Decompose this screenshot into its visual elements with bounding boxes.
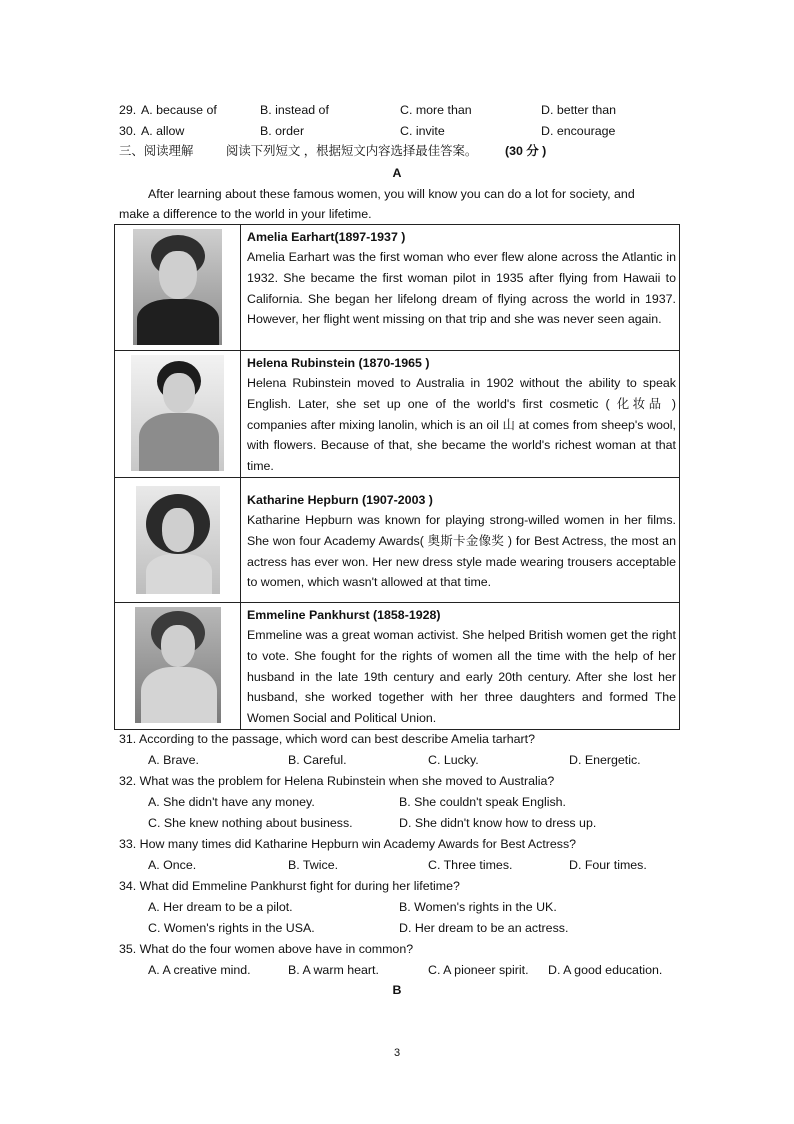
passage-b-letter: B: [392, 983, 402, 997]
option-c: C. Three times.: [428, 858, 513, 872]
option-c: C. Lucky.: [428, 753, 479, 767]
option-b: B. She couldn't speak English.: [399, 795, 566, 809]
passage-a-letter: A: [392, 166, 402, 180]
bio-text-cell: [241, 351, 680, 478]
woman-name: Amelia Earhart(1897-1937 ): [247, 230, 406, 244]
bio-text-cell: [241, 477, 680, 602]
woman-bio: Helena Rubinstein moved to Australia in 1902 without the ability to speak English. Later, she set up one of the world's first cosmetic ( 化妆品 ) companies after mixing lanolin, which is an oil 山 at comes from sheep's wool, with flowers. Because of that, she became the world's richest woman at that time.: [247, 376, 676, 474]
bio-text-cell: [241, 602, 680, 729]
question-number: 29.: [119, 103, 137, 117]
option-d: D. A good education.: [548, 963, 663, 977]
option-d: D. Her dream to be an actress.: [399, 921, 569, 935]
option-d: D. Four times.: [569, 858, 647, 872]
photo-cell: [115, 225, 241, 351]
option-b: B. A warm heart.: [288, 963, 379, 977]
question-number: 30.: [119, 124, 137, 138]
option-a: A. Her dream to be a pilot.: [148, 900, 293, 914]
option-c: C. more than: [400, 103, 472, 117]
portrait-helena-rubinstein: [131, 355, 224, 471]
portrait-emmeline-pankhurst: [135, 607, 221, 723]
woman-name: Katharine Hepburn (1907-2003 ): [247, 492, 433, 507]
option-c: C. Women's rights in the USA.: [148, 921, 315, 935]
option-c: C. A pioneer spirit.: [428, 963, 529, 977]
passage-a-intro-line2: make a difference to the world in your lifetime.: [119, 207, 372, 221]
woman-name: Emmeline Pankhurst (1858-1928): [247, 607, 441, 622]
option-d: D. better than: [541, 103, 617, 117]
passage-a-intro-line1: After learning about these famous women, you will know you can do a lot for society, and: [148, 187, 635, 201]
question-31-stem: 31. According to the passage, which word can best describe Amelia tarhart?: [119, 732, 536, 746]
table-row: [115, 477, 680, 602]
option-b: B. order: [260, 124, 305, 138]
option-d: D. encourage: [541, 124, 616, 138]
question-33-stem: 33. How many times did Katharine Hepburn win Academy Awards for Best Actress?: [119, 837, 577, 851]
option-b: B. Women's rights in the UK.: [399, 900, 557, 914]
option-b: B. Careful.: [288, 753, 347, 767]
page-number: 3: [393, 1047, 401, 1059]
option-a: A. Brave.: [148, 753, 199, 767]
table-row: [115, 602, 680, 729]
section-instruction: 阅读下列短文 ，根据短文内容选择最佳答案。: [226, 144, 478, 158]
woman-bio: Amelia Earhart was the first woman who ever flew alone across the Atlantic in 1932. She became the first woman pilot in 1935 after flying from Hawaii to California. She began her lifelong dream of flying across the world in 1937. However, her flight went missing on that trip and she was never seen again.: [247, 250, 676, 327]
option-c: C. She knew nothing about business.: [148, 816, 353, 830]
women-biography-table: [114, 224, 680, 730]
portrait-amelia-earhart: [133, 229, 222, 345]
table-row: [115, 225, 680, 351]
option-b: B. Twice.: [288, 858, 339, 872]
option-a: A. because of: [141, 103, 217, 117]
woman-name: Helena Rubinstein (1870-1965 ): [247, 356, 430, 370]
question-35-stem: 35. What do the four women above have in common?: [119, 942, 414, 956]
woman-bio: Katharine Hepburn was known for playing strong-willed women in her films. She won four Academy Awards( 奥斯卡金像奖 ) for Best Actress, the most an actress has ever won. Her new dress style made wearing trousers acceptable to women, which wasn't allowed at that time.: [247, 512, 676, 590]
option-a: A. A creative mind.: [148, 963, 251, 977]
bio-text-cell: [241, 225, 680, 351]
question-32-stem: 32. What was the problem for Helena Rubinstein when she moved to Australia?: [119, 774, 555, 788]
table-row: [115, 351, 680, 478]
option-d: D. She didn't know how to dress up.: [399, 816, 597, 830]
option-d: D. Energetic.: [569, 753, 641, 767]
portrait-katharine-hepburn: [136, 486, 220, 594]
section-score: (30 分 ): [505, 144, 547, 158]
section-title: 三、阅读理解: [119, 144, 194, 158]
photo-cell: [115, 602, 241, 729]
option-b: B. instead of: [260, 103, 329, 117]
option-a: A. allow: [141, 124, 185, 138]
photo-cell: [115, 477, 241, 602]
option-c: C. invite: [400, 124, 445, 138]
photo-cell: [115, 351, 241, 478]
option-a: A. She didn't have any money.: [148, 795, 315, 809]
question-34-stem: 34. What did Emmeline Pankhurst fight for during her lifetime?: [119, 879, 460, 893]
option-a: A. Once.: [148, 858, 197, 872]
woman-bio: Emmeline was a great woman activist. She helped British women get the right to vote. She fought for the rights of women all the time with the help of her husband in the late 19th century and early 20th century. After she lost her husband, she worked together with her three daughters and formed The Women Social and Political Union.: [247, 627, 676, 726]
